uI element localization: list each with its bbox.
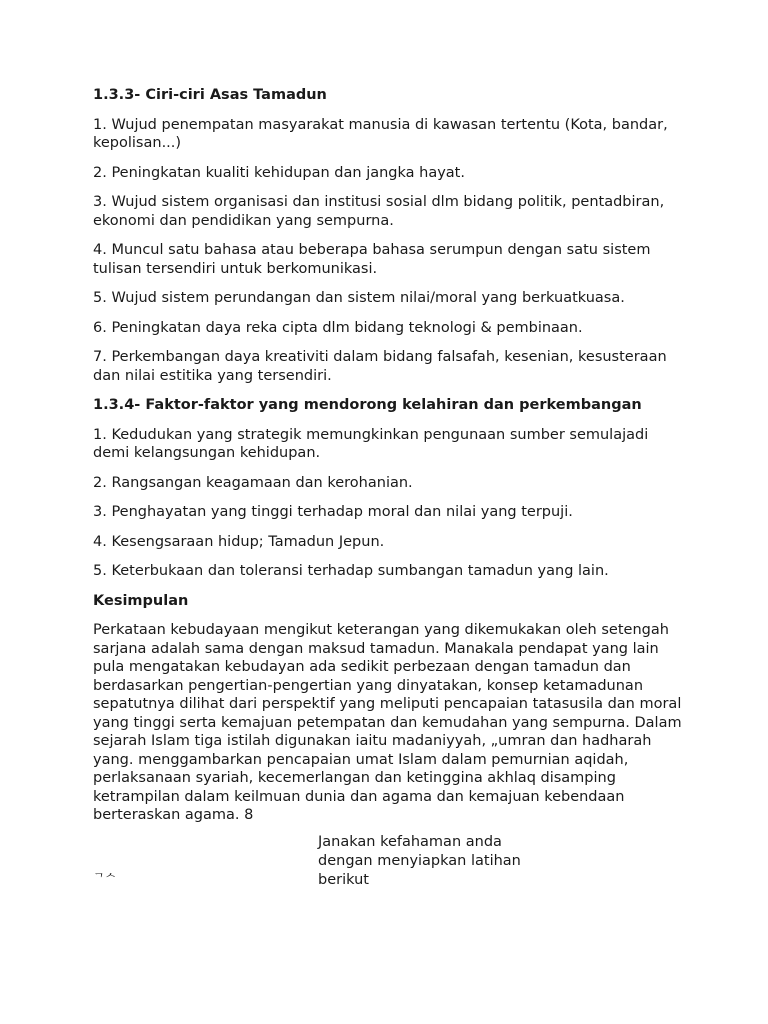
list-item: 3. Wujud sistem organisasi dan institusi sosial dlm bidang politik, pentadbiran, ekonomi dan pendidikan yang sempurna. bbox=[93, 194, 665, 229]
list-item: 1. Kedudukan yang strategik memungkinkan pengunaan sumber semulajadi demi kelangsungan kehidupan. bbox=[93, 426, 649, 461]
section-heading-ciri-ciri: 1.3.3- Ciri-ciri Asas Tamadun bbox=[93, 87, 327, 103]
section-heading-kesimpulan: Kesimpulan bbox=[93, 592, 189, 609]
list-item: 5. Keterbukaan dan toleransi terhadap sumbangan tamadun yang lain. bbox=[93, 563, 609, 579]
list-item: 3. Penghayatan yang tinggi terhadap moral dan nilai yang terpuji. bbox=[93, 504, 573, 520]
note-line: Janakan kefahaman anda bbox=[318, 834, 502, 850]
list-item: 7. Perkembangan daya kreativiti dalam bidang falsafah, kesenian, kesusteraan dan nilai estitika yang tersendiri. bbox=[93, 349, 667, 384]
list-item: 2. Rangsangan keagamaan dan kerohanian. bbox=[93, 474, 413, 491]
document-content bbox=[93, 86, 683, 836]
note-line: dengan menyiapkan latihan bbox=[318, 853, 521, 869]
margin-mark: ᄀᄉ bbox=[93, 872, 117, 886]
list-item: 6. Peningkatan daya reka cipta dlm bidang teknologi & pembinaan. bbox=[93, 319, 583, 336]
list-item: 4. Kesengsaraan hidup; Tamadun Jepun. bbox=[93, 533, 385, 550]
list-item: 5. Wujud sistem perundangan dan sistem nilai/moral yang berkuatkuasa. bbox=[93, 290, 625, 306]
list-item: 4. Muncul satu bahasa atau beberapa bahasa serumpun dengan satu sistem tulisan tersendiri untuk berkomunikasi. bbox=[93, 242, 651, 277]
note-line: berikut bbox=[318, 872, 369, 888]
exercise-note bbox=[318, 833, 578, 890]
list-item: 2. Peningkatan kualiti kehidupan dan jangka hayat. bbox=[93, 164, 465, 181]
section-heading-faktor: 1.3.4- Faktor-faktor yang mendorong kelahiran dan perkembangan bbox=[93, 397, 642, 413]
list-item: 1. Wujud penempatan masyarakat manusia di kawasan tertentu (Kota, bandar, kepolisan...) bbox=[93, 116, 668, 151]
conclusion-paragraph: Perkataan kebudayaan mengikut keterangan yang dikemukakan oleh setengah sarjana adalah sama dengan maksud tamadun. Manakala pendapat yang lain pula mengatakan kebudayan ada sedikit perbezaan dengan tamadun dan berdasarkan pengertian-pengertian yang dinyatakan, konsep ketamadunan sepatutnya dilihat dari perspektif yang meliputi pencapaian tatasusila dan moral yang tinggi serta kemajuan petempatan dan kemudahan yang sempurna. Dalam sejarah Islam tiga istilah digunakan iaitu madaniyyah, „umran dan hadharah yang. menggambarkan pencapaian umat Islam dalam pemurnian aqidah, perlaksanaan syariah, kecemerlangan dan ketinggina akhlaq disamping ketrampilan dalam keilmuan dunia dan agama dan kemajuan kebendaan berteraskan agama. 8 bbox=[93, 622, 682, 823]
